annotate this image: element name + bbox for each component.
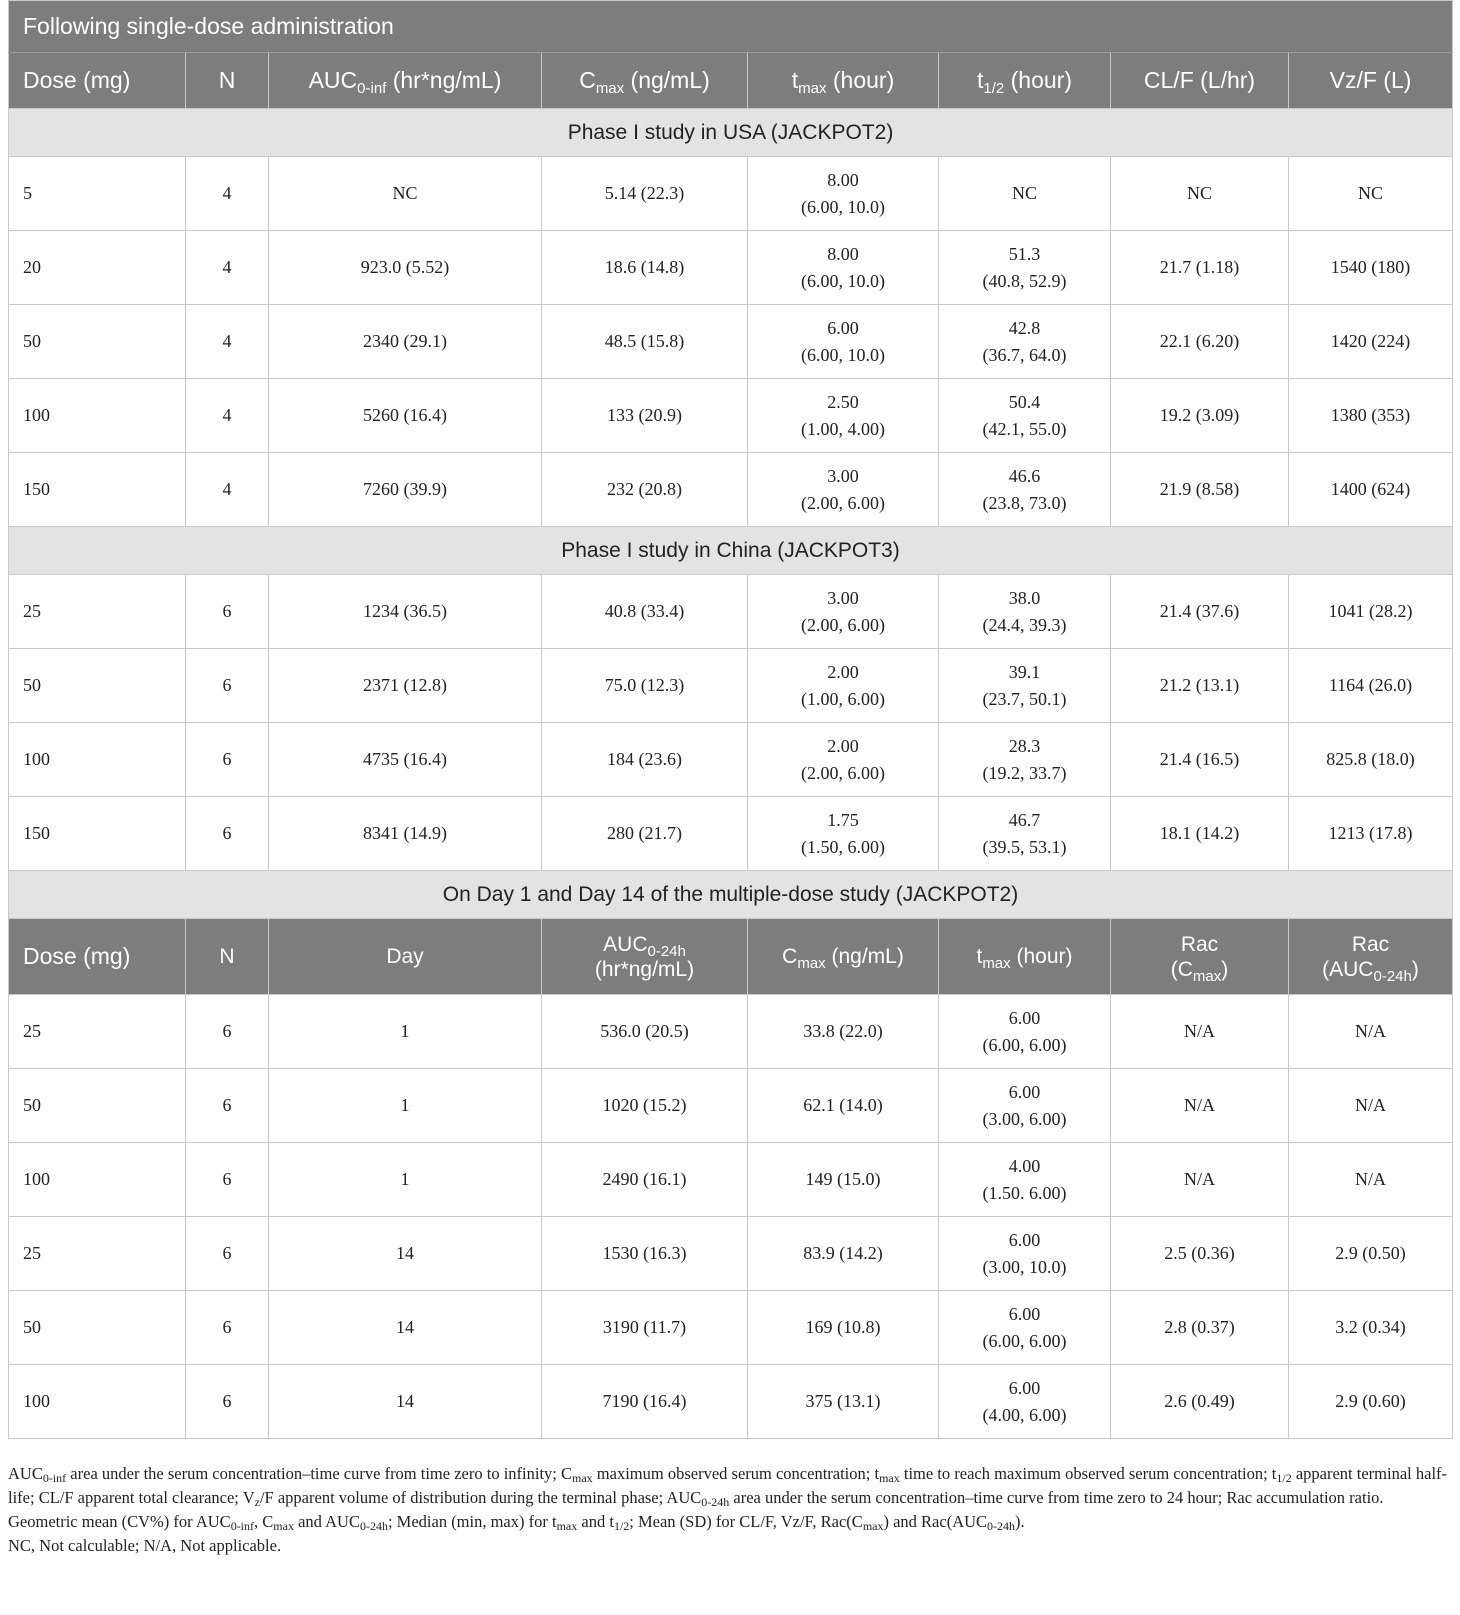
table-row <box>9 649 1453 723</box>
cell-dose: 100 <box>9 1143 186 1217</box>
footnote-statistics: Geometric mean (CV%) for $AUC_{0-inf}$, $C_{max}$ and $AUC_{0-24h}$; Median (min, max) for $t_{max}$ and $t_{1/2}$; Mean (SD) for CL/F, Vz/F, $Rac(C_{max})$ and $Rac(AUC_{0-24h})$. <box>8 1512 1025 1533</box>
cell-rac-auc: N/A <box>1289 1143 1453 1217</box>
cell-day: 1 <box>269 1143 542 1217</box>
table-caption: Following single-dose administration <box>9 1 1453 53</box>
table-row <box>9 797 1453 871</box>
cell-cmax: 149 (15.0) <box>748 1143 939 1217</box>
cell-dose: 50 <box>9 1069 186 1143</box>
table-caption-row <box>9 1 1453 53</box>
cell-n: 6 <box>186 1291 269 1365</box>
cell-day: 14 <box>269 1217 542 1291</box>
cell-n: 4 <box>186 305 269 379</box>
cell-auc: 1530 (16.3) <box>542 1217 748 1291</box>
cell-tmax: 2.00 (1.00, 6.00) <box>748 649 939 723</box>
cell-cmax: 184 (23.6) <box>542 723 748 797</box>
cell-auc: 7260 (39.9) <box>269 453 542 527</box>
cell-clf: 21.9 (8.58) <box>1111 453 1289 527</box>
cell-cmax: 62.1 (14.0) <box>748 1069 939 1143</box>
footnote-abbreviations: $AUC_{0-inf}$ area under the serum concentration–time curve from time zero to infinity; $C_{max}$ maximum observed serum concentration; $t_{max}$ time to reach maximum observed serum concentration; $t_{1/2}$ apparent terminal half-life; CL/F apparent total clearance; $V_z/F$ apparent volume of distribution during the terminal phase; $AUC_{0-24h}$ area under the serum concentration–time curve from time zero to 24 hour; Rac accumulation ratio. <box>8 1464 1448 1509</box>
table-row <box>9 1217 1453 1291</box>
cell-cmax: 169 (10.8) <box>748 1291 939 1365</box>
cell-auc: 1234 (36.5) <box>269 575 542 649</box>
cell-thalf: 46.6 (23.8, 73.0) <box>939 453 1111 527</box>
cell-day: 1 <box>269 995 542 1069</box>
section-header-row <box>9 109 1453 157</box>
cell-rac-cmax: 2.6 (0.49) <box>1111 1365 1289 1439</box>
cell-cmax: 280 (21.7) <box>542 797 748 871</box>
cell-cmax: 83.9 (14.2) <box>748 1217 939 1291</box>
table-row <box>9 157 1453 231</box>
cell-auc: 7190 (16.4) <box>542 1365 748 1439</box>
cell-rac-cmax: 2.5 (0.36) <box>1111 1217 1289 1291</box>
cell-tmax: 6.00 (3.00, 6.00) <box>939 1069 1111 1143</box>
cell-n: 4 <box>186 157 269 231</box>
cell-n: 6 <box>186 649 269 723</box>
header-row-multiple <box>9 919 1453 995</box>
cell-vzf: 1213 (17.8) <box>1289 797 1453 871</box>
cell-n: 6 <box>186 1069 269 1143</box>
cell-tmax: 6.00 (6.00, 6.00) <box>939 1291 1111 1365</box>
table-row <box>9 1069 1453 1143</box>
cell-clf: 19.2 (3.09) <box>1111 379 1289 453</box>
cell-tmax: 3.00 (2.00, 6.00) <box>748 575 939 649</box>
table-row <box>9 379 1453 453</box>
cell-cmax: 40.8 (33.4) <box>542 575 748 649</box>
cell-auc: NC <box>269 157 542 231</box>
cell-dose: 100 <box>9 723 186 797</box>
table-row <box>9 723 1453 797</box>
table-row <box>9 995 1453 1069</box>
pk-table-body <box>9 1 1453 1439</box>
table-row <box>9 575 1453 649</box>
cell-rac-cmax: N/A <box>1111 1143 1289 1217</box>
cell-cmax: 18.6 (14.8) <box>542 231 748 305</box>
cell-thalf: 42.8 (36.7, 64.0) <box>939 305 1111 379</box>
cell-cmax: 33.8 (22.0) <box>748 995 939 1069</box>
section-title: Phase I study in USA (JACKPOT2) <box>9 109 1453 157</box>
cell-thalf: NC <box>939 157 1111 231</box>
cell-tmax: 6.00 (6.00, 10.0) <box>748 305 939 379</box>
section-header-row <box>9 871 1453 919</box>
cell-clf: 21.4 (37.6) <box>1111 575 1289 649</box>
cell-tmax: 4.00 (1.50. 6.00) <box>939 1143 1111 1217</box>
cell-rac-auc: 3.2 (0.34) <box>1289 1291 1453 1365</box>
table-row <box>9 305 1453 379</box>
cell-dose: 5 <box>9 157 186 231</box>
header-row-single <box>9 53 1453 109</box>
cell-tmax: 2.50 (1.00, 4.00) <box>748 379 939 453</box>
col-header-vzf: Vz/F (L) <box>1289 53 1453 109</box>
cell-day: 14 <box>269 1291 542 1365</box>
cell-vzf: NC <box>1289 157 1453 231</box>
cell-thalf: 38.0 (24.4, 39.3) <box>939 575 1111 649</box>
cell-rac-auc: N/A <box>1289 1069 1453 1143</box>
cell-tmax: 8.00 (6.00, 10.0) <box>748 157 939 231</box>
cell-n: 6 <box>186 723 269 797</box>
cell-vzf: 1164 (26.0) <box>1289 649 1453 723</box>
cell-n: 6 <box>186 575 269 649</box>
cell-vzf: 825.8 (18.0) <box>1289 723 1453 797</box>
col-header-day: Day <box>269 919 542 995</box>
cell-thalf: 46.7 (39.5, 53.1) <box>939 797 1111 871</box>
cell-clf: 21.4 (16.5) <box>1111 723 1289 797</box>
section-title: On Day 1 and Day 14 of the multiple-dose study (JACKPOT2) <box>9 871 1453 919</box>
col-header-rac-auc: Rac $(AUC_{0-24h})$ <box>1289 919 1453 995</box>
cell-auc: 3190 (11.7) <box>542 1291 748 1365</box>
cell-clf: 18.1 (14.2) <box>1111 797 1289 871</box>
col-header-thalf: $t_{1/2}$ (hour) <box>939 53 1111 109</box>
col-header-dose: Dose (mg) <box>9 919 186 995</box>
cell-tmax: 1.75 (1.50, 6.00) <box>748 797 939 871</box>
cell-vzf: 1380 (353) <box>1289 379 1453 453</box>
cell-auc: 5260 (16.4) <box>269 379 542 453</box>
cell-dose: 50 <box>9 649 186 723</box>
cell-tmax: 2.00 (2.00, 6.00) <box>748 723 939 797</box>
table-row <box>9 1291 1453 1365</box>
section-title: Phase I study in China (JACKPOT3) <box>9 527 1453 575</box>
cell-dose: 150 <box>9 453 186 527</box>
cell-rac-auc: 2.9 (0.60) <box>1289 1365 1453 1439</box>
cell-dose: 100 <box>9 379 186 453</box>
cell-tmax: 8.00 (6.00, 10.0) <box>748 231 939 305</box>
cell-n: 6 <box>186 1217 269 1291</box>
col-header-cmax: $C_{max}$ (ng/mL) <box>542 53 748 109</box>
cell-auc: 1020 (15.2) <box>542 1069 748 1143</box>
table-row <box>9 1365 1453 1439</box>
cell-n: 4 <box>186 231 269 305</box>
cell-n: 4 <box>186 453 269 527</box>
cell-vzf: 1041 (28.2) <box>1289 575 1453 649</box>
col-header-auc-24h: $AUC_{0-24h}$ (hr*ng/mL) <box>542 919 748 995</box>
col-header-dose: Dose (mg) <box>9 53 186 109</box>
table-row <box>9 231 1453 305</box>
col-header-n: N <box>186 919 269 995</box>
cell-n: 6 <box>186 995 269 1069</box>
cell-vzf: 1540 (180) <box>1289 231 1453 305</box>
cell-auc: 2340 (29.1) <box>269 305 542 379</box>
cell-dose: 20 <box>9 231 186 305</box>
cell-auc: 2371 (12.8) <box>269 649 542 723</box>
cell-tmax: 3.00 (2.00, 6.00) <box>748 453 939 527</box>
cell-thalf: 51.3 (40.8, 52.9) <box>939 231 1111 305</box>
cell-cmax: 5.14 (22.3) <box>542 157 748 231</box>
col-header-cmax: $C_{max}$ (ng/mL) <box>748 919 939 995</box>
cell-vzf: 1400 (624) <box>1289 453 1453 527</box>
cell-auc: 536.0 (20.5) <box>542 995 748 1069</box>
cell-rac-auc: N/A <box>1289 995 1453 1069</box>
cell-day: 1 <box>269 1069 542 1143</box>
table-row <box>9 1143 1453 1217</box>
cell-n: 6 <box>186 1143 269 1217</box>
col-header-rac-cmax: Rac $(C_{max})$ <box>1111 919 1289 995</box>
cell-rac-cmax: N/A <box>1111 1069 1289 1143</box>
cell-dose: 25 <box>9 575 186 649</box>
cell-dose: 25 <box>9 995 186 1069</box>
col-header-auc-inf: $AUC_{0-inf}$ (hr*ng/mL) <box>269 53 542 109</box>
section-header-row <box>9 527 1453 575</box>
cell-tmax: 6.00 (4.00, 6.00) <box>939 1365 1111 1439</box>
cell-thalf: 39.1 (23.7, 50.1) <box>939 649 1111 723</box>
cell-dose: 50 <box>9 305 186 379</box>
cell-rac-auc: 2.9 (0.50) <box>1289 1217 1453 1291</box>
cell-cmax: 375 (13.1) <box>748 1365 939 1439</box>
col-header-tmax: $t_{max}$ (hour) <box>748 53 939 109</box>
cell-thalf: 28.3 (19.2, 33.7) <box>939 723 1111 797</box>
cell-auc: 2490 (16.1) <box>542 1143 748 1217</box>
cell-tmax: 6.00 (6.00, 6.00) <box>939 995 1111 1069</box>
cell-dose: 50 <box>9 1291 186 1365</box>
cell-tmax: 6.00 (3.00, 10.0) <box>939 1217 1111 1291</box>
cell-dose: 100 <box>9 1365 186 1439</box>
cell-n: 6 <box>186 1365 269 1439</box>
cell-clf: 22.1 (6.20) <box>1111 305 1289 379</box>
table-footnotes <box>8 1462 1454 1558</box>
cell-cmax: 133 (20.9) <box>542 379 748 453</box>
cell-auc: 8341 (14.9) <box>269 797 542 871</box>
col-header-tmax: $t_{max}$ (hour) <box>939 919 1111 995</box>
cell-cmax: 232 (20.8) <box>542 453 748 527</box>
cell-cmax: 75.0 (12.3) <box>542 649 748 723</box>
cell-rac-cmax: N/A <box>1111 995 1289 1069</box>
cell-n: 4 <box>186 379 269 453</box>
cell-dose: 150 <box>9 797 186 871</box>
cell-clf: 21.7 (1.18) <box>1111 231 1289 305</box>
col-header-clf: CL/F (L/hr) <box>1111 53 1289 109</box>
cell-vzf: 1420 (224) <box>1289 305 1453 379</box>
footnote-abbreviations-2: NC, Not calculable; N/A, Not applicable. <box>8 1536 282 1555</box>
cell-auc: 4735 (16.4) <box>269 723 542 797</box>
pk-table-container <box>8 0 1452 1439</box>
cell-clf: 21.2 (13.1) <box>1111 649 1289 723</box>
cell-thalf: 50.4 (42.1, 55.0) <box>939 379 1111 453</box>
cell-auc: 923.0 (5.52) <box>269 231 542 305</box>
cell-dose: 25 <box>9 1217 186 1291</box>
cell-n: 6 <box>186 797 269 871</box>
cell-cmax: 48.5 (15.8) <box>542 305 748 379</box>
cell-clf: NC <box>1111 157 1289 231</box>
col-header-n: N <box>186 53 269 109</box>
pk-table <box>8 0 1453 1439</box>
table-row <box>9 453 1453 527</box>
cell-day: 14 <box>269 1365 542 1439</box>
cell-rac-cmax: 2.8 (0.37) <box>1111 1291 1289 1365</box>
